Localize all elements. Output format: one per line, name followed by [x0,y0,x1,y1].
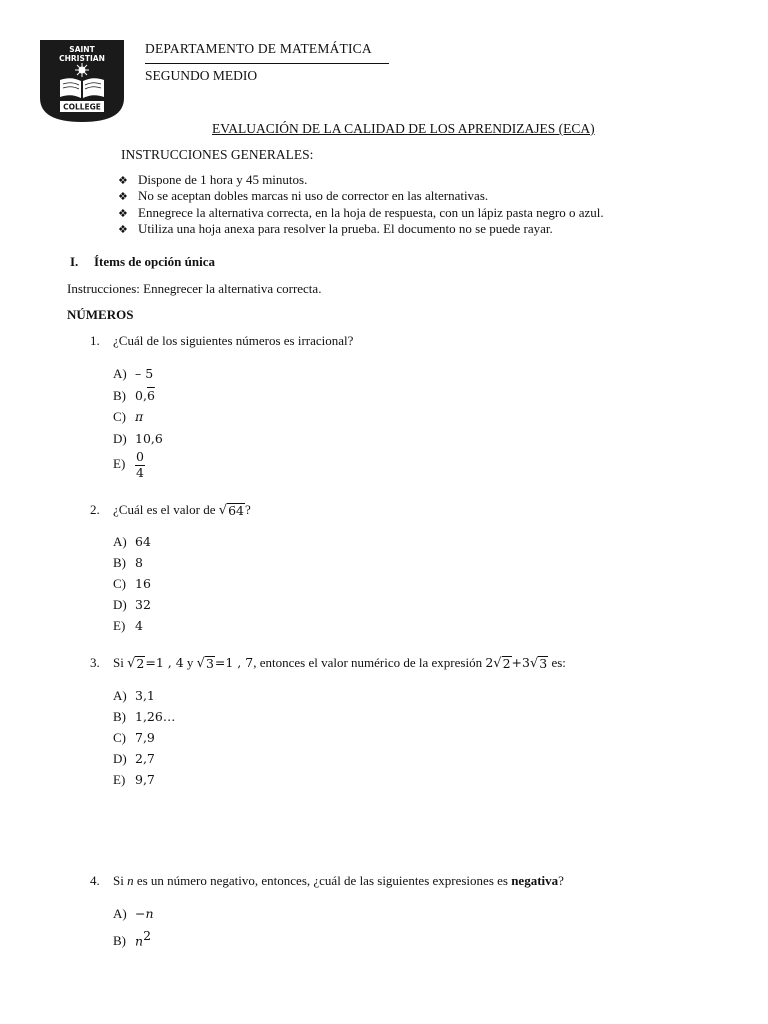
instruction-item: ❖ Ennegrece la alternativa correcta, en la hoja de respuesta, con un lápiz pasta negro o azul. [118,205,604,221]
option-c: C) 7,9 [113,730,155,745]
question-number: 1. [90,333,100,348]
option-b: B) 1,26… [113,709,176,724]
school-logo [40,40,124,122]
department-name: DEPARTAMENTO DE MATEMÁTICA [145,41,372,56]
general-instructions-title: INSTRUCCIONES GENERALES: [121,147,314,162]
option-a: A) – 5 [113,366,154,381]
instruction-item: ❖ No se aceptan dobles marcas ni uso de corrector en las alternativas. [118,188,604,204]
instruction-item: ❖ Dispone de 1 hora y 45 minutos. [118,172,604,188]
question-4-options [113,903,154,947]
option-e: E) $\frac{0}{4}$ [113,449,144,480]
option-b: B) 8 [113,555,143,570]
topic-heading: NÚMEROS [67,307,134,322]
diamond-bullet-icon: ❖ [118,174,128,187]
diamond-bullet-icon: ❖ [118,222,128,236]
diamond-bullet-icon: ❖ [118,190,128,204]
grade-level: SEGUNDO MEDIO [145,68,258,83]
header-divider [145,63,389,64]
question-1 [90,333,353,349]
fraction: $\frac{0}{4}$ [136,449,144,480]
option-a: A) −n [113,906,154,921]
option-a: A) 64 [113,534,151,549]
question-3: 3. Si √ 2 =1 , 4 y √ 3 =1 , 7, entonces el valor numérico de la expresión 2 √ 2 +3 √ 3 es: [90,655,566,671]
question-2: 2. ¿Cuál es el valor de √ 64 ? [90,502,251,518]
question-1-options [113,363,163,479]
question-4: 4. Si n es un número negativo, entonces, ¿cuál de las siguientes expresiones es negativa? [90,873,564,888]
section-heading [70,254,215,270]
general-instructions-list [118,172,604,237]
diamond-bullet-icon: ❖ [118,206,128,220]
option-a: A) 3,1 [113,688,155,703]
question-2-options [113,531,151,636]
logo-text-line1: SAINT [69,45,95,54]
square-root: √ 64 [218,503,244,518]
option-d: D) 32 [113,597,151,612]
star-icon [75,63,89,77]
section-title: Ítems de opción única [94,254,215,269]
section-number: I. [70,254,79,269]
option-b: B) $n^2$ [113,928,152,949]
section-instructions: Instrucciones: Ennegrecer la alternativa correcta. [67,281,322,296]
instruction-item: ❖ Utiliza una hoja anexa para resolver la prueba. El documento no se puede rayar. [118,221,604,237]
question-3-options [113,685,175,790]
question-text: ¿Cuál de los siguientes números es irracional? [113,333,354,348]
option-b: B) 0,6 [113,387,155,403]
option-d: D) 2,7 [113,751,155,766]
option-e: E) 9,7 [113,772,155,787]
option-d: D) 10,6 [113,430,163,446]
option-c: C) 16 [113,576,151,591]
evaluation-title: EVALUACIÓN DE LA CALIDAD DE LOS APRENDIZAJES (ECA) [212,121,595,136]
option-c: C) π [113,409,144,424]
logo-text-line2: CHRISTIAN [59,54,105,63]
logo-text-line3: COLLEGE [63,102,101,112]
option-e: E) 4 [113,618,143,633]
